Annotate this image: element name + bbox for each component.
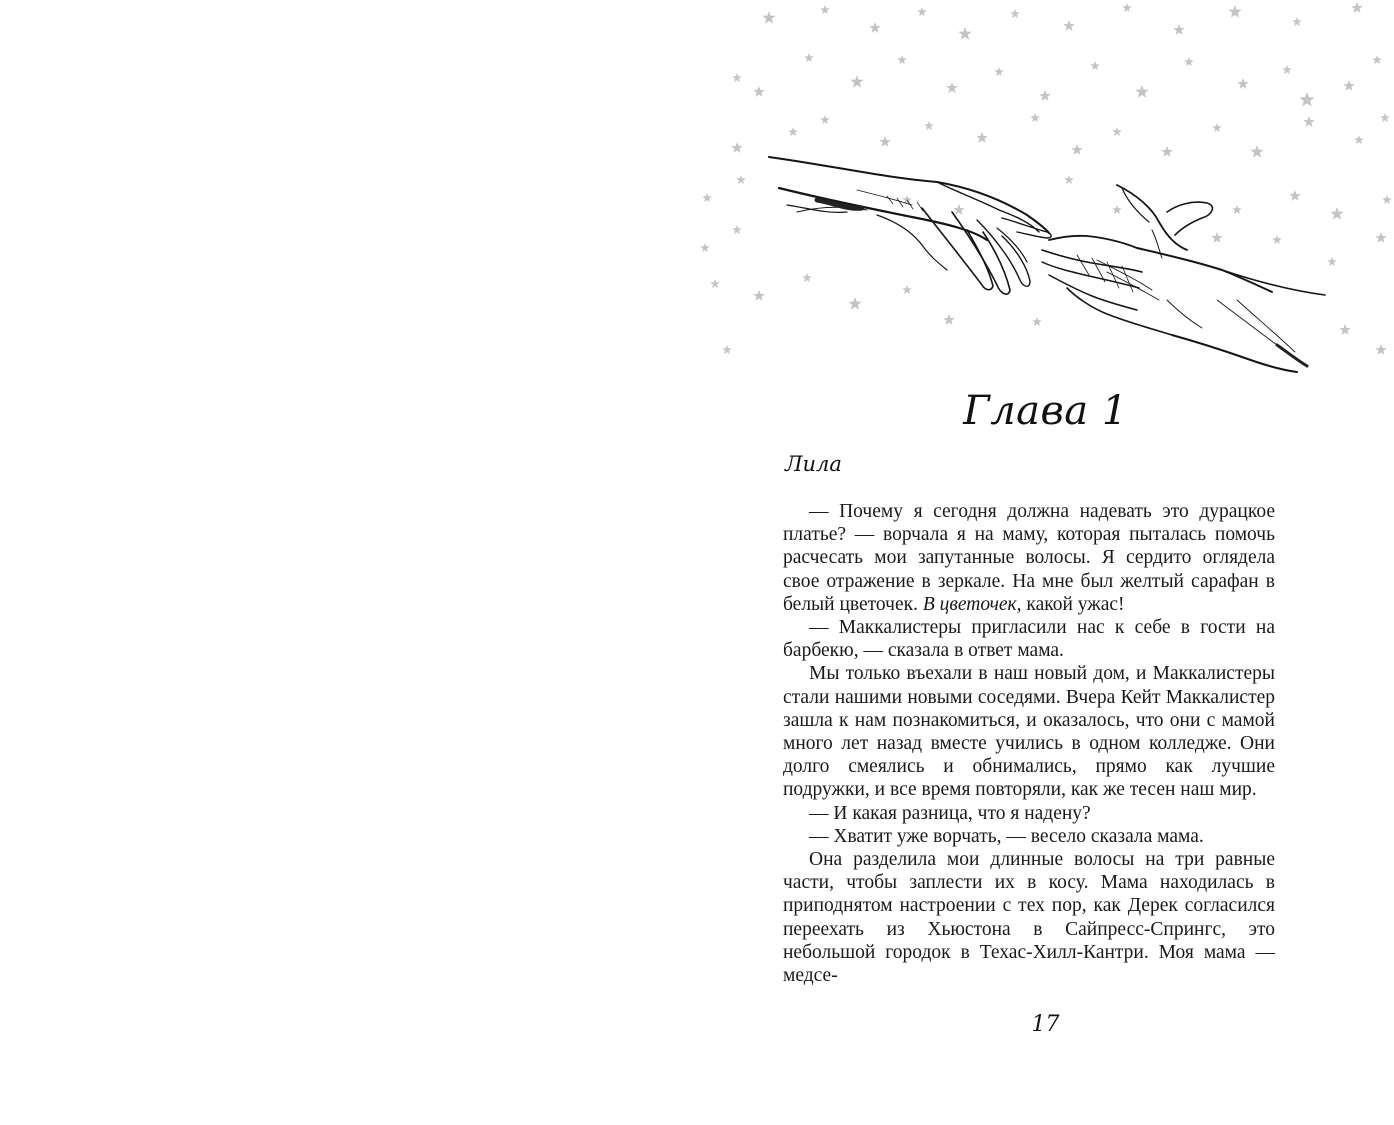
star-icon <box>924 121 934 130</box>
star-icon <box>732 225 742 234</box>
star-icon <box>804 53 814 62</box>
star-icon <box>753 290 764 301</box>
star-icon <box>1032 317 1042 326</box>
paragraph: Мы только въехали в наш новый дом, и Маккалистеры стали нашими новыми соседями. Вчера Кейт Маккалистер зашла к нам познакомиться, и оказалось, что они с мамой много лет назад вместе учились в одном колледже. Они долго смеялись и обнимались, прямо как лучшие подружки, и все время повторяли, как же тесен наш мир. <box>783 663 1275 801</box>
star-icon <box>1343 80 1354 91</box>
left-hand-icon <box>769 157 1051 294</box>
star-icon <box>850 75 863 88</box>
star-icon <box>976 132 987 143</box>
star-icon <box>732 73 742 82</box>
star-icon-field <box>700 2 1392 355</box>
star-icon <box>943 314 954 325</box>
paragraph: — Маккалистеры пригласили нас к себе в гости на барбекю, — сказала в ответ мама. <box>783 617 1275 662</box>
star-icon <box>1372 55 1382 64</box>
star-icon <box>1228 5 1241 18</box>
star-icon <box>953 204 964 215</box>
star-icon <box>802 273 812 282</box>
paragraph: — И какая разница, что я надену? <box>809 802 1091 824</box>
star-icon <box>897 55 907 64</box>
star-icon <box>1375 344 1386 355</box>
italic-phrase: В цветочек, <box>922 593 1022 615</box>
star-icon <box>869 22 880 33</box>
star-icon <box>702 193 712 202</box>
right-hand-icon <box>1042 185 1325 372</box>
star-icon <box>1135 85 1148 98</box>
star-icon <box>1039 90 1050 101</box>
star-icon <box>1184 57 1194 66</box>
star-icon <box>1090 61 1100 70</box>
star-icon <box>1237 78 1248 89</box>
narrator-name: Лила <box>785 452 842 476</box>
star-icon <box>1211 232 1222 243</box>
star-icon <box>710 279 720 288</box>
star-icon <box>762 11 775 24</box>
star-icon <box>1212 123 1222 132</box>
star-icon <box>1299 92 1314 107</box>
star-icon <box>902 285 912 294</box>
star-icon <box>958 27 971 40</box>
star-icon <box>1282 65 1292 74</box>
star-icon <box>820 5 830 14</box>
hands-reaching-illustration <box>697 0 1394 380</box>
star-icon <box>1327 257 1337 266</box>
star-icon <box>820 115 830 124</box>
star-icon <box>1380 113 1390 122</box>
star-icon <box>700 243 710 252</box>
star-icon <box>1339 324 1350 335</box>
star-icon <box>1112 205 1122 214</box>
star-icon <box>722 345 732 354</box>
paragraph: — Хватит уже ворчать, — весело сказала мама. <box>809 825 1204 847</box>
star-icon <box>946 82 957 93</box>
star-icon <box>731 142 742 153</box>
star-icon <box>736 175 746 184</box>
star-icon <box>1071 144 1082 155</box>
page-number: 17 <box>1031 1012 1060 1037</box>
star-icon <box>753 86 764 97</box>
star-icon <box>1010 9 1020 18</box>
star-icon <box>1064 175 1074 184</box>
right-page <box>697 0 1394 1125</box>
star-icon <box>1250 145 1263 158</box>
paragraph: Она разделила мои длинные волосы на три равные части, чтобы заплести их в косу. Мама находилась в приподнятом настроении с тех пор, как Дерек согласился переехать из Хьюстона в Сайпресс-Спрингс, это небольшой городок в Техас-Хилл-Кантри. Моя мама — медсе- <box>783 849 1275 987</box>
star-icon <box>994 67 1004 76</box>
paragraph: — Почему я сегодня должна надевать это дурацкое платье? — ворчала я на маму, которая пыталась помочь расчесать мои запутанные волосы. Я сердито оглядела свое отражение в зеркале. На мне был желтый сарафан в белый цветочек. В цветочек, какой ужас! <box>783 501 1275 615</box>
chapter-body <box>783 500 1275 987</box>
star-icon <box>1112 127 1122 136</box>
star-icon <box>1330 207 1343 220</box>
star-icon <box>1351 2 1362 13</box>
star-icon <box>1063 20 1074 31</box>
star-icon <box>1354 135 1364 144</box>
star-icon <box>1382 195 1392 204</box>
star-icon <box>879 136 890 147</box>
star-icon <box>1303 116 1314 127</box>
star-icon <box>1272 235 1282 244</box>
star-icon <box>1173 24 1184 35</box>
star-icon <box>1289 190 1300 201</box>
star-icon <box>1122 3 1132 12</box>
star-icon <box>917 7 927 16</box>
star-icon <box>848 297 861 310</box>
star-icon <box>1375 232 1386 243</box>
star-icon <box>1030 113 1040 122</box>
star-icon <box>1292 17 1302 26</box>
star-icon <box>788 127 798 136</box>
star-icon <box>1232 205 1242 214</box>
chapter-title: Глава 1 <box>963 388 1128 434</box>
star-icon <box>1161 146 1172 157</box>
